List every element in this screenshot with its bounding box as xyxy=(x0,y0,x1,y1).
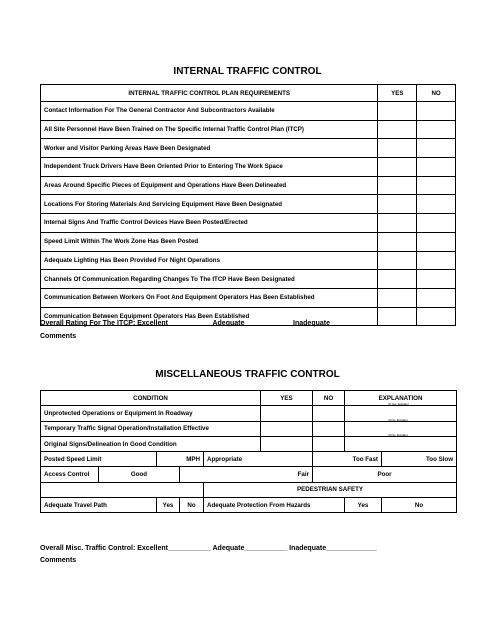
table-row xyxy=(41,139,456,158)
mph-label: MPH xyxy=(157,452,204,467)
yes-cell[interactable] xyxy=(261,421,313,436)
explanation-cell[interactable] xyxy=(345,432,457,451)
yes-cell[interactable] xyxy=(378,214,417,233)
itcp-requirements-table xyxy=(40,84,456,326)
misc-rating-line: Overall Misc. Traffic Control: Excellent___________ Adequate___________ Inadequate_____________ xyxy=(40,545,377,552)
table-row xyxy=(41,436,457,451)
blank-cell xyxy=(41,482,204,497)
itcp-rating-line: Overall Rating For The ITCP: Excellent___________ Adequate____________ Inadequate_____________ xyxy=(40,320,381,327)
requirement-label: Channels Of Communication Regarding Changes To The ITCP Have Been Designated xyxy=(41,270,378,289)
explain-note: (If Yes, Explain) xyxy=(388,402,409,407)
explain-note: (If No, Explain) xyxy=(388,432,408,437)
appropriate-option[interactable]: Appropriate xyxy=(204,452,313,467)
travel-path-label: Adequate Travel Path xyxy=(41,498,157,513)
section1-title: INTERNAL TRAFFIC CONTROL xyxy=(173,66,322,77)
itcp-comments-label: Comments xyxy=(40,333,77,340)
no-cell[interactable] xyxy=(417,102,456,121)
yes-cell[interactable] xyxy=(378,195,417,214)
speed-row xyxy=(41,452,457,467)
no-cell[interactable] xyxy=(417,158,456,177)
no-cell[interactable] xyxy=(417,251,456,270)
table-row xyxy=(41,270,456,289)
travel-no-option[interactable]: No xyxy=(180,498,204,513)
condition-label: Original Signs/Delineation In Good Condition xyxy=(41,436,261,451)
no-cell[interactable] xyxy=(417,232,456,251)
explanation-header: EXPLANATION xyxy=(345,391,457,406)
yes-cell[interactable] xyxy=(378,176,417,195)
table-row xyxy=(41,176,456,195)
yes-header: YES xyxy=(378,85,417,102)
no-cell[interactable] xyxy=(417,120,456,139)
requirement-label: Contact Information For The General Contractor And Subcontractors Available xyxy=(41,102,378,121)
no-header: NO xyxy=(313,391,345,406)
table-row xyxy=(41,158,456,177)
yes-cell[interactable] xyxy=(378,120,417,139)
good-option[interactable]: Good xyxy=(99,467,180,482)
access-row xyxy=(41,467,457,482)
yes-cell[interactable] xyxy=(378,270,417,289)
no-cell[interactable] xyxy=(417,288,456,307)
requirement-label: Internal Signs And Traffic Control Devices Have Been Posted/Erected xyxy=(41,214,378,233)
pedestrian-safety-header: PEDESTRIAN SAFETY xyxy=(204,482,457,497)
access-control-label: Access Control xyxy=(41,467,99,482)
fair-option[interactable]: Fair xyxy=(180,467,313,482)
table-row xyxy=(41,195,456,214)
no-cell[interactable] xyxy=(417,176,456,195)
requirement-label: Speed Limit Within The Work Zone Has Been Posted xyxy=(41,232,378,251)
no-cell[interactable] xyxy=(417,214,456,233)
too-slow-option[interactable]: Too Slow xyxy=(382,452,457,467)
requirement-label: Independent Truck Drivers Have Been Oriented Prior to Entering The Work Space xyxy=(41,158,378,177)
misc-traffic-table xyxy=(40,390,457,513)
yes-cell[interactable] xyxy=(261,436,313,451)
condition-header: CONDITION xyxy=(41,391,261,406)
table-header-row xyxy=(41,85,456,102)
table-row xyxy=(41,214,456,233)
poor-option[interactable]: Poor xyxy=(313,467,457,482)
section2-title: MISCELLANEOUS TRAFFIC CONTROL xyxy=(155,369,340,380)
requirements-header: INTERNAL TRAFFIC CONTROL PLAN REQUIREMENTS xyxy=(41,85,378,102)
yes-cell[interactable] xyxy=(378,232,417,251)
condition-label: Unprotected Operations or Equipment In Roadway xyxy=(41,406,261,421)
requirement-label: Worker and Visitor Parking Areas Have Been Designated xyxy=(41,139,378,158)
table-row xyxy=(41,102,456,121)
protection-yes-option[interactable]: Yes xyxy=(345,498,382,513)
no-cell[interactable] xyxy=(417,195,456,214)
travel-yes-option[interactable]: Yes xyxy=(157,498,180,513)
speed-limit-label: Posted Speed Limit xyxy=(41,452,157,467)
table-row xyxy=(41,288,456,307)
no-cell[interactable] xyxy=(313,421,345,436)
no-cell[interactable] xyxy=(417,270,456,289)
protection-label: Adequate Protection From Hazards xyxy=(204,498,345,513)
requirement-label: Communication Between Workers On Foot And Equipment Operators Has Been Established xyxy=(41,288,378,307)
table-row xyxy=(41,232,456,251)
yes-cell[interactable] xyxy=(378,139,417,158)
table-row xyxy=(41,251,456,270)
requirement-label: Communication Between Equipment Operators Has Been Established xyxy=(41,307,378,326)
travel-row xyxy=(41,498,457,513)
requirement-label: Areas Around Specific Pieces of Equipment and Operations Have Been Delineated xyxy=(41,176,378,195)
requirement-label: Adequate Lighting Has Been Provided For Night Operations xyxy=(41,251,378,270)
yes-cell[interactable] xyxy=(378,158,417,177)
yes-cell[interactable] xyxy=(378,251,417,270)
no-cell[interactable] xyxy=(417,307,456,326)
protection-no-option[interactable]: No xyxy=(382,498,457,513)
misc-comments-label: Comments xyxy=(40,557,77,564)
no-cell[interactable] xyxy=(313,406,345,421)
yes-cell[interactable] xyxy=(378,307,417,326)
condition-label: Temporary Traffic Signal Operation/Installation Effective xyxy=(41,421,261,436)
requirement-label: All Site Personnel Have Been Trained on The Specific Internal Traffic Control Plan (ITCP) xyxy=(41,120,378,139)
yes-cell[interactable] xyxy=(378,102,417,121)
too-fast-option[interactable]: Too Fast xyxy=(313,452,382,467)
requirement-label: Locations For Storing Materials And Servicing Equipment Have Been Designated xyxy=(41,195,378,214)
no-header: NO xyxy=(417,85,456,102)
table-row xyxy=(41,120,456,139)
pedestrian-header-row xyxy=(41,482,457,497)
explain-note: (If No, Explain) xyxy=(388,417,408,422)
yes-cell[interactable] xyxy=(378,288,417,307)
yes-header: YES xyxy=(261,391,313,406)
yes-cell[interactable] xyxy=(261,406,313,421)
no-cell[interactable] xyxy=(417,139,456,158)
no-cell[interactable] xyxy=(313,436,345,451)
